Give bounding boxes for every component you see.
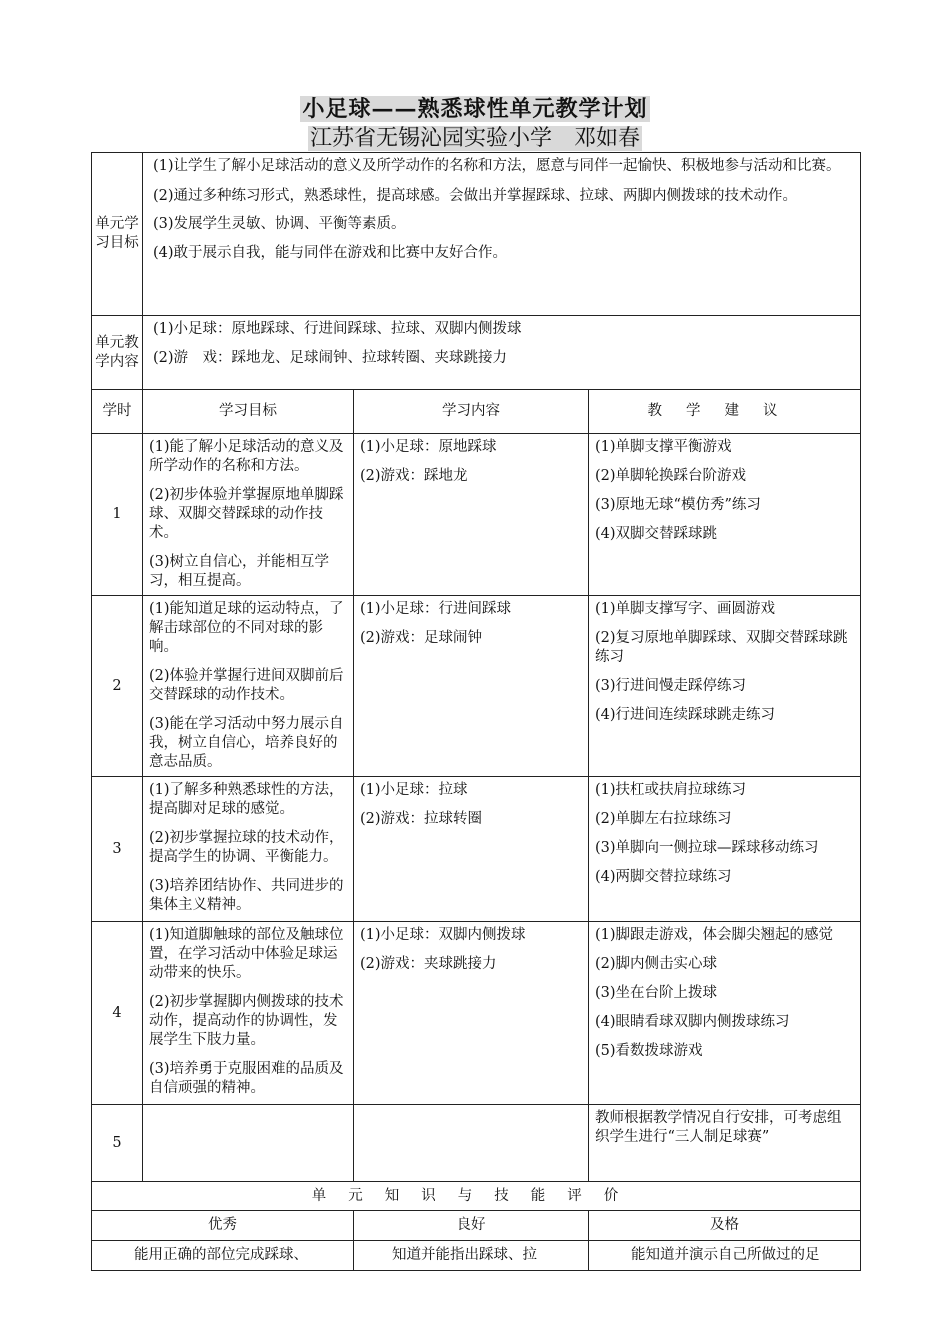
- unit-goal-item: (1)让学生了解小足球活动的意义及所学动作的名称和方法，愿意与同伴一起愉快、积极地参与活动和比赛。: [153, 158, 841, 174]
- lesson-content-item: (2)游戏：踩地龙: [360, 468, 468, 484]
- unit-content-item: (2)游 戏：踩地龙、足球闹钟、拉球转圈、夹球跳接力: [153, 350, 508, 366]
- lesson-content-item: (2)游戏：拉球转圈: [360, 811, 483, 827]
- unit-goals-row: [92, 153, 861, 316]
- lesson-number: 3: [92, 777, 143, 922]
- header-suggestions: 教学建议: [589, 390, 861, 434]
- lesson-number: 4: [92, 922, 143, 1105]
- lesson-goal-item: (3)培养勇于克服困难的品质及自信顽强的精神。: [149, 1061, 344, 1096]
- lesson-suggestion-item: (3)行进间慢走踩停练习: [595, 678, 747, 694]
- unit-content-label: 单元教学内容: [92, 316, 143, 390]
- lesson-suggestion-item: (3)原地无球“模仿秀”练习: [595, 497, 761, 513]
- lesson-suggestion-item: (1)扶杠或扶肩拉球练习: [595, 782, 747, 798]
- lesson-suggestion-item: (4)眼睛看球双脚内侧拨球练习: [595, 1014, 790, 1030]
- header-goals: 学习目标: [143, 390, 354, 434]
- unit-content-item: (1)小足球：原地踩球、行进间踩球、拉球、双脚内侧拨球: [153, 321, 522, 337]
- evaluation-title: 单元知识与技能评价: [92, 1182, 861, 1211]
- lesson-goal-item: (1)能知道足球的运动特点，了解击球部位的不同对球的影响。: [149, 601, 344, 655]
- lesson-suggestion-item: (1)脚跟走游戏，体会脚尖翘起的感觉: [595, 927, 834, 943]
- lesson-row-2: [92, 596, 861, 777]
- lesson-number: 5: [92, 1105, 143, 1182]
- lesson-number: 1: [92, 434, 143, 596]
- lesson-goals: [143, 434, 354, 596]
- evaluation-levels-row: [92, 1211, 861, 1241]
- lesson-content: [354, 777, 589, 922]
- lesson-content-item: (1)小足球：拉球: [360, 782, 468, 798]
- unit-goals-cell: [143, 153, 861, 316]
- lesson-content-item: (2)游戏：夹球跳接力: [360, 956, 497, 972]
- lesson-suggestion-item: (4)两脚交替拉球练习: [595, 869, 732, 885]
- lesson-content-item: (1)小足球：双脚内侧拨球: [360, 927, 526, 943]
- lesson-content-item: (1)小足球：行进间踩球: [360, 601, 512, 617]
- criteria-excellent: 能用正确的部位完成踩球、: [92, 1241, 354, 1271]
- lesson-goals: [143, 922, 354, 1105]
- lesson-goal-item: (1)知道脚触球的部位及触球位置，在学习活动中体验足球运动带来的快乐。: [149, 927, 344, 981]
- lesson-goal-item: (1)了解多种熟悉球性的方法，提高脚对足球的感觉。: [149, 782, 344, 817]
- header-content: 学习内容: [354, 390, 589, 434]
- lesson-suggestion-item: (2)单脚左右拉球练习: [595, 811, 732, 827]
- unit-goals-label: 单元学习目标: [92, 153, 143, 316]
- lesson-suggestion-item: (2)复习原地单脚踩球、双脚交替踩球跳练习: [595, 630, 848, 665]
- lesson-goal-item: (3)能在学习活动中努力展示自我，树立自信心，培养良好的意志品质。: [149, 716, 344, 770]
- document-subtitle: 江苏省无锡沁园实验小学 邓如春: [309, 126, 640, 151]
- lesson-row-1: [92, 434, 861, 596]
- lesson-suggestions: [589, 777, 861, 922]
- lesson-content: [354, 434, 589, 596]
- unit-goal-item: (4)敢于展示自我，能与同伴在游戏和比赛中友好合作。: [153, 245, 508, 261]
- evaluation-title-row: [92, 1182, 861, 1211]
- lesson-suggestions: [589, 1105, 861, 1182]
- lesson-suggestion-item: (3)单脚向一侧拉球—踩球移动练习: [595, 840, 819, 856]
- level-excellent: 优秀: [92, 1211, 354, 1241]
- lesson-goal-item: (1)能了解小足球活动的意义及所学动作的名称和方法。: [149, 439, 344, 474]
- unit-goal-item: (2)通过多种练习形式，熟悉球性，提高球感。会做出并掌握踩球、拉球、两脚内侧拨球的技术动作。: [153, 188, 798, 204]
- lesson-suggestion-item: (4)双脚交替踩球跳: [595, 526, 718, 542]
- unit-content-row: [92, 316, 861, 390]
- lesson-header-row: [92, 390, 861, 434]
- level-good: 良好: [354, 1211, 589, 1241]
- level-pass: 及格: [589, 1211, 861, 1241]
- criteria-good: 知道并能指出踩球、拉: [354, 1241, 589, 1271]
- lesson-row-5: [92, 1105, 861, 1182]
- lesson-content-item: (2)游戏：足球闹钟: [360, 630, 483, 646]
- lesson-goal-item: (3)培养团结协作、共同进步的集体主义精神。: [149, 878, 344, 913]
- lesson-suggestion-item: (2)单脚轮换踩台阶游戏: [595, 468, 747, 484]
- unit-goal-item: (3)发展学生灵敏、协调、平衡等素质。: [153, 216, 406, 232]
- lesson-suggestion-item: (1)单脚支撑写字、画圆游戏: [595, 601, 776, 617]
- lesson-suggestion-item: 教师根据教学情况自行安排，可考虑组织学生进行“三人制足球赛”: [595, 1110, 842, 1145]
- lesson-goal-item: (3)树立自信心，并能相互学习，相互提高。: [149, 554, 330, 589]
- lesson-goals: [143, 596, 354, 777]
- lesson-content: [354, 1105, 589, 1182]
- header-period: 学时: [92, 390, 143, 434]
- unit-plan-table: [91, 152, 861, 1271]
- lesson-suggestion-item: (4)行进间连续踩球跳走练习: [595, 707, 776, 723]
- lesson-suggestions: [589, 596, 861, 777]
- lesson-row-4: [92, 922, 861, 1105]
- criteria-pass: 能知道并演示自己所做过的足: [589, 1241, 861, 1271]
- lesson-row-3: [92, 777, 861, 922]
- lesson-suggestions: [589, 922, 861, 1105]
- lesson-suggestion-item: (2)脚内侧击实心球: [595, 956, 718, 972]
- lesson-goal-item: (2)初步掌握拉球的技术动作，提高学生的协调、平衡能力。: [149, 830, 344, 865]
- lesson-goals: [143, 1105, 354, 1182]
- lesson-suggestion-item: (3)坐在台阶上拨球: [595, 985, 718, 1001]
- lesson-goal-item: (2)初步掌握脚内侧拨球的技术动作，提高动作的协调性，发展学生下肢力量。: [149, 994, 344, 1048]
- lesson-goal-item: (2)体验并掌握行进间双脚前后交替踩球的动作技术。: [149, 668, 344, 703]
- lesson-suggestions: [589, 434, 861, 596]
- document-title: 小足球——熟悉球性单元教学计划: [302, 96, 648, 122]
- lesson-suggestion-item: (5)看数拨球游戏: [595, 1043, 703, 1059]
- lesson-number: 2: [92, 596, 143, 777]
- lesson-suggestion-item: (1)单脚支撑平衡游戏: [595, 439, 732, 455]
- lesson-content: [354, 596, 589, 777]
- lesson-goal-item: (2)初步体验并掌握原地单脚踩球、双脚交替踩球的动作技术。: [149, 487, 344, 541]
- evaluation-criteria-row: [92, 1241, 861, 1271]
- lesson-content: [354, 922, 589, 1105]
- lesson-content-item: (1)小足球：原地踩球: [360, 439, 497, 455]
- unit-content-cell: [143, 316, 861, 390]
- lesson-goals: [143, 777, 354, 922]
